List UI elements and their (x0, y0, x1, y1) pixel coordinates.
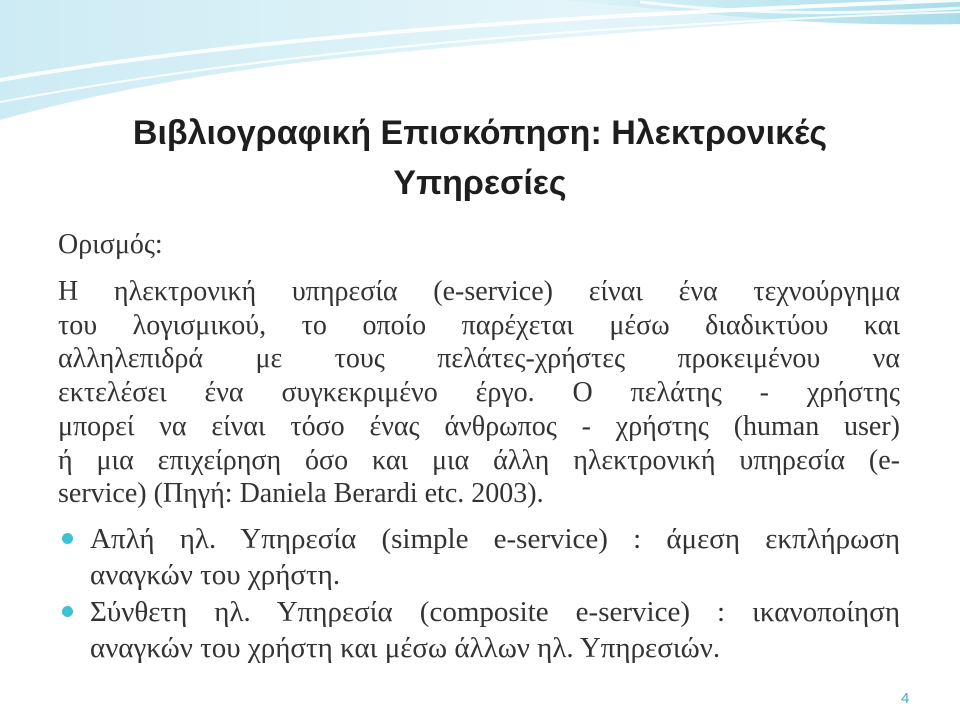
slide-title-line-2: Υπηρεσίες (393, 164, 567, 202)
definition-line: service) (Πηγή: Daniela Berardi etc. 2003). (58, 478, 544, 510)
slide-number: 4 (901, 690, 910, 707)
bullet-item-composite-e-service (90, 594, 900, 666)
definition-line: του λογισμικού, το οποίο παρέχεται μέσω διαδικτύου και (58, 309, 900, 341)
definition-line: αλληλεπιδρά με τους πελάτες-χρήστες προκειμένου να (58, 343, 900, 375)
definition-line: ή μια επιχείρηση όσο και μια άλλη ηλεκτρονική υπηρεσία (e- (58, 444, 900, 476)
definition-line: μπορεί να είναι τόσο ένας άνθρωπος - χρήστης (human user) (58, 410, 900, 442)
bullet-line: Απλή ηλ. Υπηρεσία (simple e-service) : άμεση εκπλήρωση (90, 523, 900, 555)
definition-line: εκτελέσει ένα συγκεκριμένο έργο. Ο πελάτης - χρήστης (58, 377, 900, 409)
slide-title-line-1: Βιβλιογραφική Επισκόπηση: Ηλεκτρονικές (132, 114, 828, 152)
bullet-line: Σύνθετη ηλ. Υπηρεσία (composite e-service) : ικανοποίηση (90, 596, 900, 628)
bullet-item-simple-e-service (90, 521, 900, 593)
bullet-dot-icon (62, 606, 73, 617)
slide-title (0, 108, 960, 208)
definition-paragraph (58, 275, 900, 511)
definition-label: Ορισμός: (58, 229, 163, 260)
bullet-dot-icon (62, 533, 73, 544)
definition-line: Η ηλεκτρονική υπηρεσία (e-service) είναι ένα τεχνούργημα (58, 276, 900, 307)
bullet-line: αναγκών του χρήστη και μέσω άλλων ηλ. Υπηρεσιών. (90, 632, 721, 664)
bullet-line: αναγκών του χρήστη. (90, 559, 341, 591)
